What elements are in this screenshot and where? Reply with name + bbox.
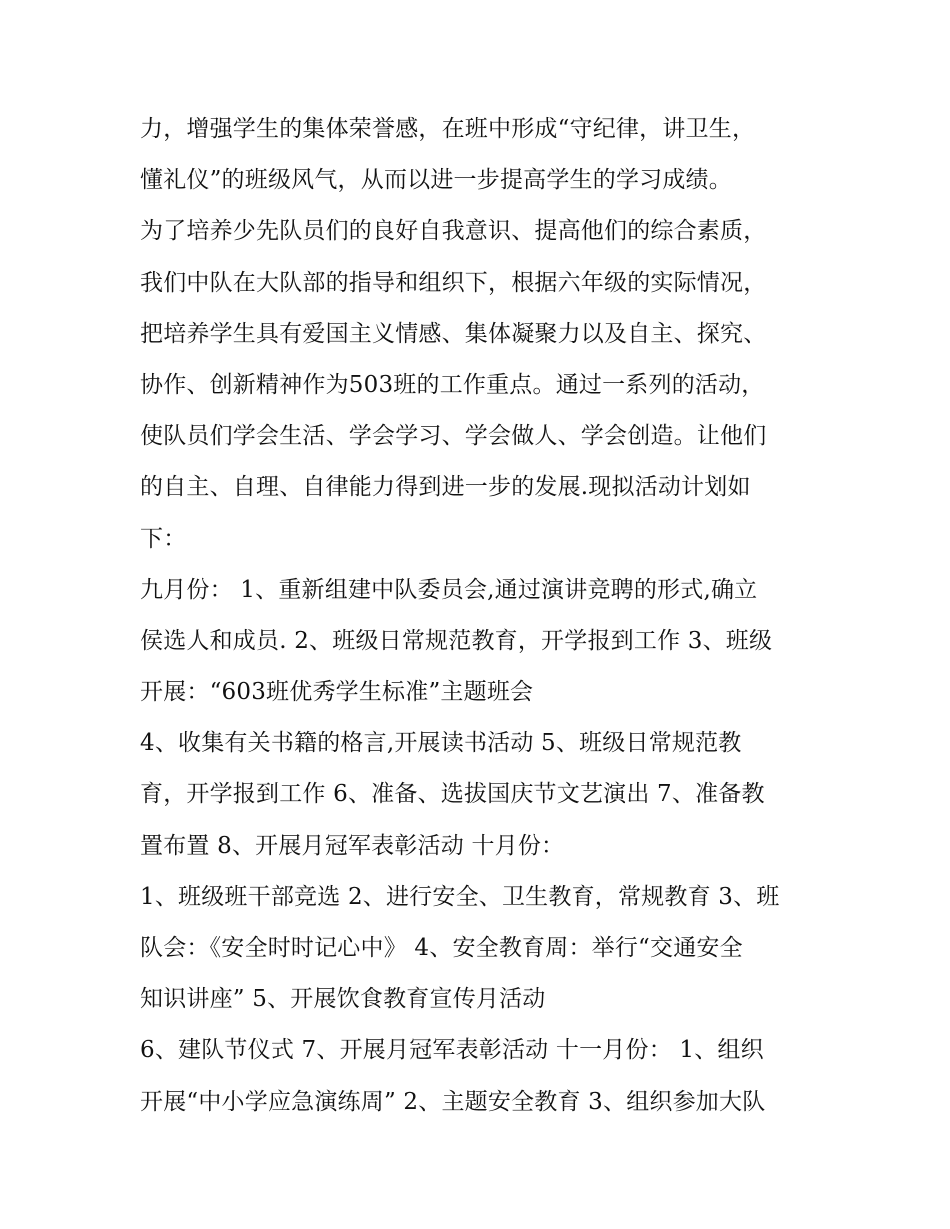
text-line: 我们中队在大队部的指导和组织下，根据六年级的实际情况， bbox=[140, 269, 767, 296]
text-line: 育，开学报到工作 6、准备、选拔国庆节文艺演出 7、准备教 bbox=[140, 781, 765, 808]
document-body bbox=[140, 104, 820, 1128]
text-line: 4、收集有关书籍的格言,开展读书活动 5、班级日常规范教 bbox=[140, 730, 742, 757]
text-line: 侯选人和成员. 2、班级日常规范教育，开学报到工作 3、班级 bbox=[140, 627, 773, 654]
text-line: 队会：《安全时时记心中》 4、安全教育周：举行“交通安全 bbox=[140, 935, 743, 961]
text-line: 九月份： 1、重新组建中队委员会,通过演讲竞聘的形式,确立 bbox=[140, 576, 758, 603]
text-line: 下： bbox=[140, 525, 187, 552]
text-line: 为了培养少先队员们的良好自我意识、提高他们的综合素质， bbox=[140, 218, 767, 245]
text-line: 开展：“603班优秀学生标准”主题班会 bbox=[140, 679, 534, 706]
text-line: 懂礼仪”的班级风气，从而以进一步提高学生的学习成绩。 bbox=[140, 167, 732, 194]
text-line: 6、建队节仪式 7、开展月冠军表彰活动 十一月份： 1、组织 bbox=[140, 1037, 764, 1064]
text-line: 协作、创新精神作为503班的工作重点。通过一系列的活动， bbox=[140, 371, 765, 398]
text-line: 1、班级班干部竞选 2、进行安全、卫生教育，常规教育 3、班 bbox=[140, 883, 780, 910]
text-line: 开展“中小学应急演练周” 2、主题安全教育 3、组织参加大队 bbox=[140, 1088, 766, 1115]
text-line: 的自主、自理、自律能力得到进一步的发展.现拟活动计划如 bbox=[140, 474, 751, 501]
text-line: 知识讲座” 5、开展饮食教育宣传月活动 bbox=[140, 986, 546, 1013]
text-line: 使队员们学会生活、学会学习、学会做人、学会创造。让他们 bbox=[140, 423, 767, 450]
text-line: 置布置 8、开展月冠军表彰活动 十月份： bbox=[140, 832, 565, 859]
text-line: 力，增强学生的集体荣誉感，在班中形成“守纪律，讲卫生， bbox=[140, 116, 756, 142]
text-line: 把培养学生具有爱国主义情感、集体凝聚力以及自主、探究、 bbox=[140, 320, 767, 347]
